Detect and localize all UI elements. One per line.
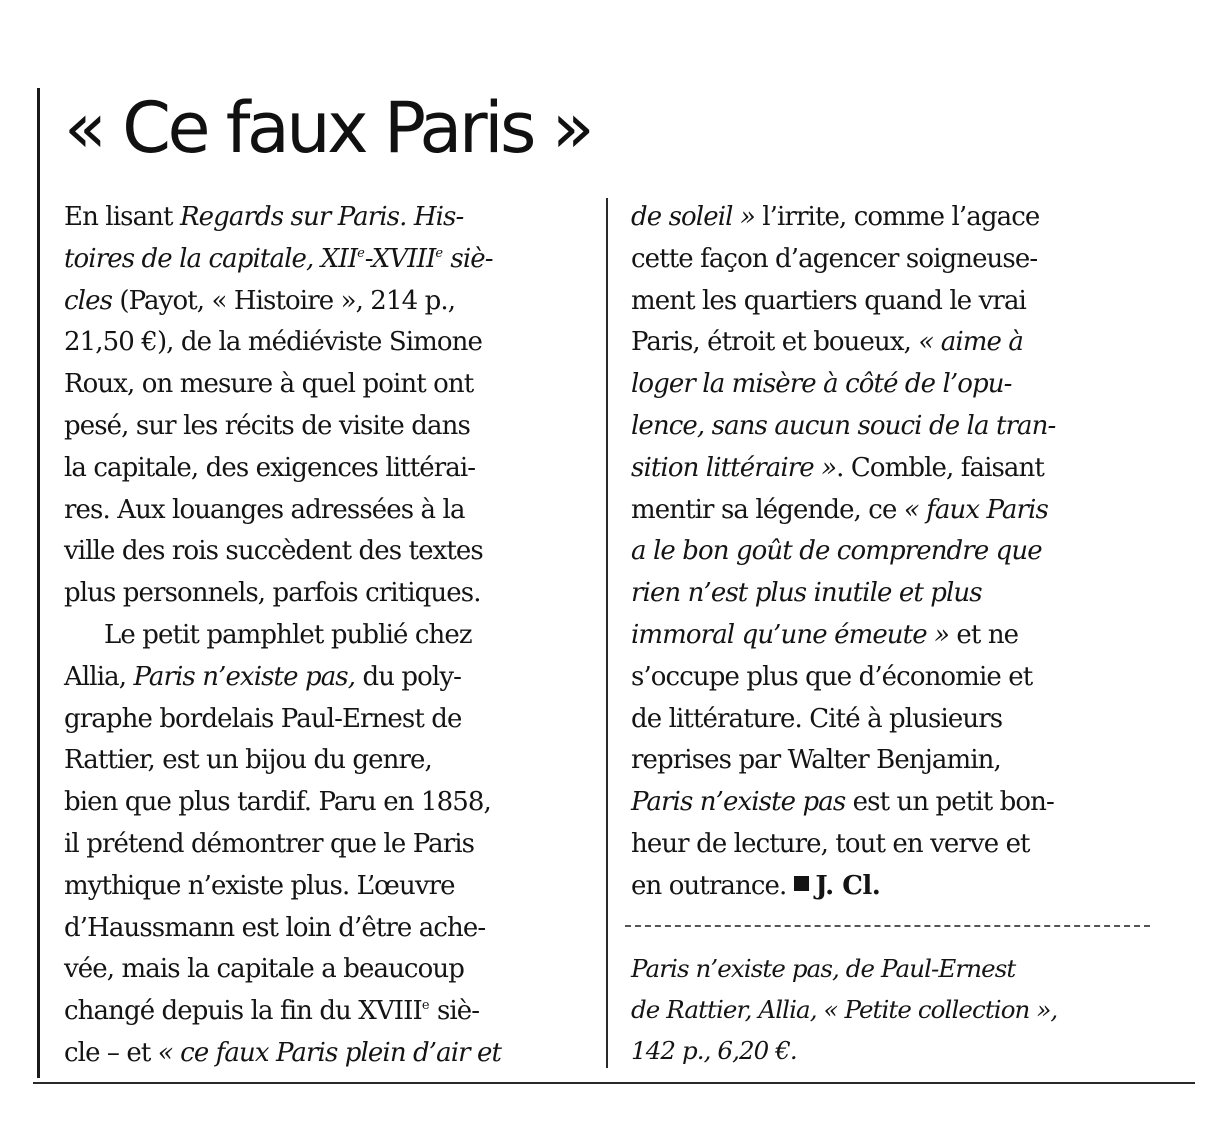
text-line: toires de la capitale, XIIe-XVIIIe siè-: [64, 243, 493, 274]
text-line: a le bon goût de comprendre que: [631, 536, 1042, 567]
text-line: Paris n’existe pas, de Paul-Ernest: [631, 954, 1016, 983]
left-margin-rule: [37, 88, 40, 1078]
text-line: cle – et « ce faux Paris plein d’air et: [64, 1037, 502, 1068]
text-line: 142 p., 6,20 €.: [631, 1036, 797, 1065]
text-line: ville des rois succèdent des textes: [64, 536, 483, 567]
text-line: pesé, sur les récits de visite dans: [64, 410, 470, 441]
text-line: en outrance. J. Cl.: [631, 870, 881, 901]
dotted-separator: [625, 925, 1150, 927]
text-line: de littérature. Cité à plusieurs: [631, 703, 1003, 734]
text-line: En lisant Regards sur Paris. His-: [64, 202, 464, 232]
text-line: Paris n’existe pas est un petit bon-: [631, 787, 1054, 818]
article-column-left: [64, 197, 604, 1075]
text-line: Roux, on mesure à quel point ont: [64, 369, 474, 400]
bibliographic-reference: [631, 948, 1057, 1071]
text-line: Rattier, est un bijou du genre,: [64, 745, 432, 776]
text-line: ment les quartiers quand le vrai: [631, 285, 1026, 316]
text-line: res. Aux louanges adressées à la: [64, 494, 465, 525]
text-line: d’Haussmann est loin d’être ache-: [64, 912, 486, 943]
text-line: reprises par Walter Benjamin,: [631, 745, 1001, 776]
text-line: plus personnels, parfois critiques.: [64, 578, 481, 609]
column-divider: [606, 198, 608, 1068]
text-line: sition littéraire ». Comble, faisant: [631, 452, 1044, 483]
text-line: de Rattier, Allia, « Petite collection »,: [631, 995, 1058, 1024]
end-mark-icon: [794, 876, 809, 891]
text-line: graphe bordelais Paul-Ernest de: [64, 703, 462, 734]
text-line: mentir sa légende, ce « faux Paris: [631, 494, 1048, 525]
text-line: heur de lecture, tout en verve et: [631, 828, 1030, 859]
text-line: il prétend démontrer que le Paris: [64, 828, 475, 859]
article-headline: « Ce faux Paris »: [64, 87, 592, 169]
author-signature: J. Cl.: [815, 870, 881, 901]
text-line: rien n’est plus inutile et plus: [631, 578, 982, 609]
text-line: 21,50 €), de la médiéviste Simone: [64, 327, 482, 358]
text-line: Le petit pamphlet publié chez: [104, 619, 472, 650]
article-column-right: [631, 197, 1171, 908]
text-line: vée, mais la capitale a beaucoup: [64, 954, 464, 985]
text-line: Paris, étroit et boueux, « aime à: [631, 327, 1023, 358]
text-line: la capitale, des exigences littérai-: [64, 452, 476, 483]
text-line: bien que plus tardif. Paru en 1858,: [64, 787, 491, 818]
text-line: loger la misère à côté de l’opu-: [631, 369, 1012, 400]
text-line: mythique n’existe plus. L’œuvre: [64, 870, 455, 901]
text-line: cette façon d’agencer soigneuse-: [631, 243, 1038, 274]
text-line: de soleil » l’irrite, comme l’agace: [631, 202, 1040, 232]
text-line: cles (Payot, « Histoire », 214 p.,: [64, 285, 456, 316]
bottom-rule: [33, 1082, 1195, 1084]
text-line: changé depuis la fin du XVIIIe siè-: [64, 996, 480, 1027]
text-line: immoral qu’une émeute » et ne: [631, 619, 1019, 650]
text-line: Allia, Paris n’existe pas, du poly-: [64, 661, 462, 692]
text-line: lence, sans aucun souci de la tran-: [631, 410, 1056, 441]
text-line: s’occupe plus que d’économie et: [631, 661, 1033, 692]
